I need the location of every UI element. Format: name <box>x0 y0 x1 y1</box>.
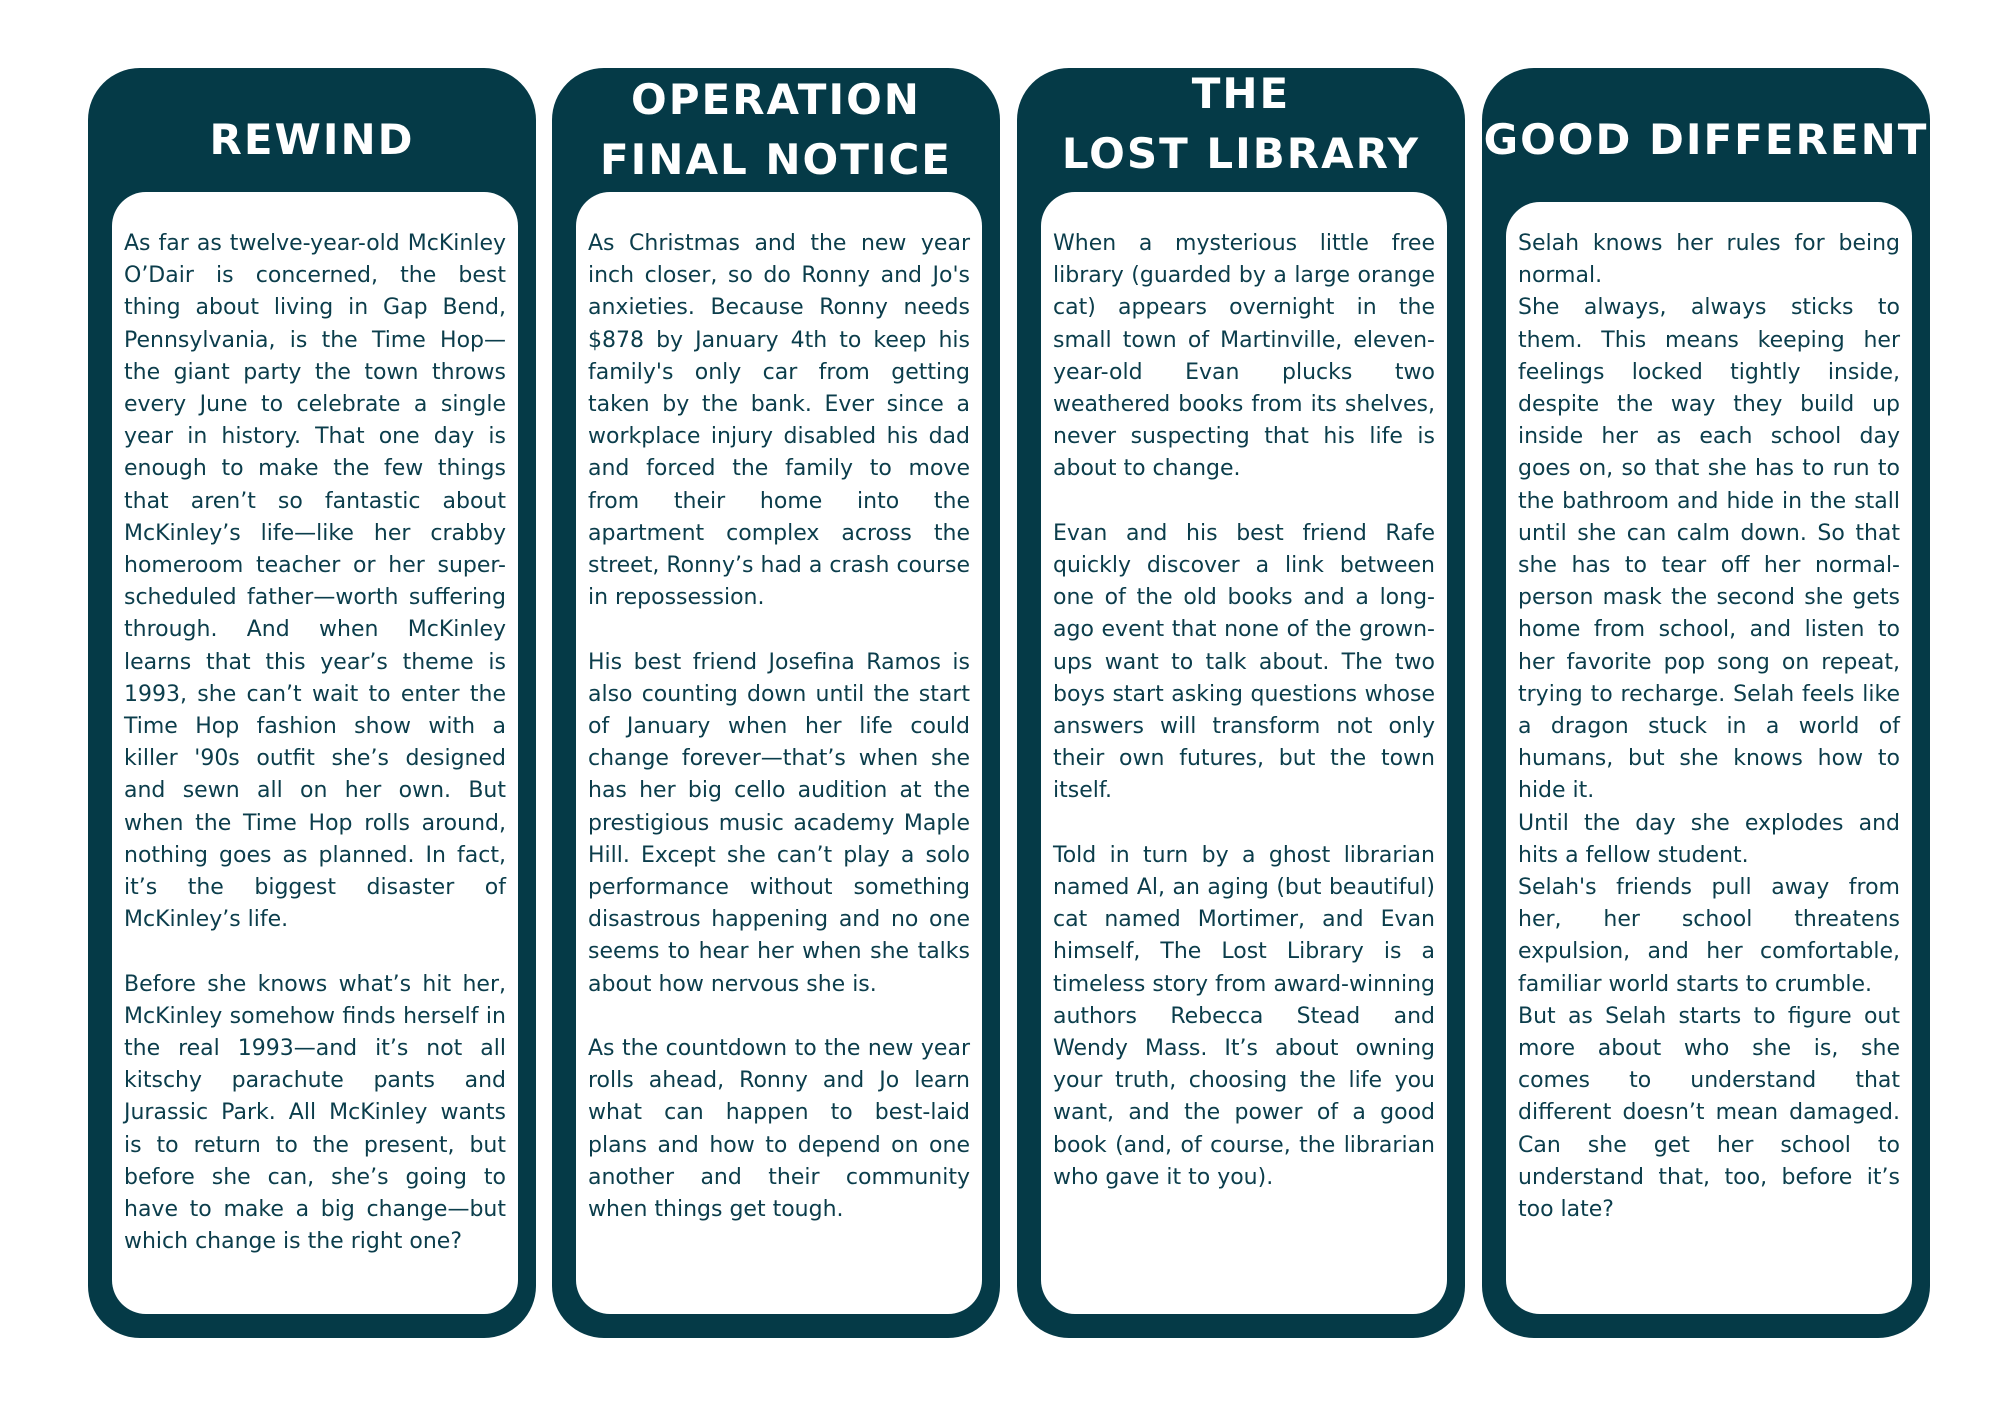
book-description: As Christmas and the new year inch closer, so do Ronny and Jo's anxieties. Because Ronny needs $878 by January 4th to keep his family's only car from getting taken by the bank. Ever since a workplace injury disabled his dad and forced the family to move from their home into the apartment complex across the street, Ronny’s had a crash course in repossession. His best friend Josefina Ramos is also counting down until the start of January when her life could change forever—that’s when she has her big cello audition at the prestigious music academy Maple Hill. Except she can’t play a solo performance without something disastrous happening and no one seems to hear her when she talks about how nervous she is. As the countdown to the new year rolls ahead, Ronny and Jo learn what can happen to best-laid plans and how to depend on one another and their community when things get tough. <box>588 231 970 1223</box>
book-title: THE LOST LIBRARY <box>1061 69 1421 178</box>
description-panel <box>112 192 518 1314</box>
description-panel <box>576 192 982 1314</box>
book-title: GOOD DIFFERENT <box>1483 115 1929 164</box>
description-panel <box>1041 192 1447 1314</box>
book-card-rewind <box>88 68 536 1338</box>
book-card-good-different <box>1482 68 1930 1338</box>
book-card-the-lost-library <box>1017 68 1465 1338</box>
description-panel <box>1506 202 1912 1314</box>
book-card-operation-final-notice <box>552 68 1000 1338</box>
book-title: OPERATION FINAL NOTICE <box>599 75 952 184</box>
book-description: When a mysterious little free library (guarded by a large orange cat) appears overnight in the small town of Martinville, eleven-year-old Evan plucks two weathered books from its shelves, never suspecting that his life is about to change. Evan and his best friend Rafe quickly discover a link between one of the old books and a long-ago event that none of the grown-ups want to talk about. The two boys start asking questions whose answers will transform not only their own futures, but the town itself. Told in turn by a ghost librarian named Al, an aging (but beautiful) cat named Mortimer, and Evan himself, The Lost Library is a timeless story from award-winning authors Rebecca Stead and Wendy Mass. It’s about owning your truth, choosing the life you want, and the power of a good book (and, of course, the librarian who gave it to you). <box>1053 231 1435 1190</box>
book-title: REWIND <box>209 115 415 164</box>
book-description: As far as twelve-year-old McKinley O’Dair is concerned, the best thing about living in Gap Bend, Pennsylvania, is the Time Hop—the giant party the town throws every June to celebrate a single year in history. That one day is enough to make the few things that aren’t so fantastic about McKinley’s life—like her crabby homeroom teacher or her super-scheduled father—worth suffering through. And when McKinley learns that this year’s theme is 1993, she can’t wait to enter the Time Hop fashion show with a killer '90s outfit she’s designed and sewn all on her own. But when the Time Hop rolls around, nothing goes as planned. In fact, it’s the biggest disaster of McKinley’s life. Before she knows what’s hit her, McKinley somehow finds herself in the real 1993—and it’s not all kitschy parachute pants and Jurassic Park. All McKinley wants is to return to the present, but before she can, she’s going to have to make a big change—but which change is the right one? <box>124 231 506 1255</box>
book-description: Selah knows her rules for being normal. She always, always sticks to them. This means keeping her feelings locked tightly inside, despite the way they build up inside her as each school day goes on, so that she has to run to the bathroom and hide in the stall until she can calm down. So that she has to tear off her normal-person mask the second she gets home from school, and listen to her favorite pop song on repeat, trying to recharge. Selah feels like a dragon stuck in a world of humans, but she knows how to hide it. Until the day she explodes and hits a fellow student. Selah's friends pull away from her, her school threatens expulsion, and her comfortable, familiar world starts to crumble. But as Selah starts to figure out more about who she is, she comes to understand that different doesn’t mean damaged. Can she get her school to understand that, too, before it’s too late? <box>1518 231 1900 1223</box>
